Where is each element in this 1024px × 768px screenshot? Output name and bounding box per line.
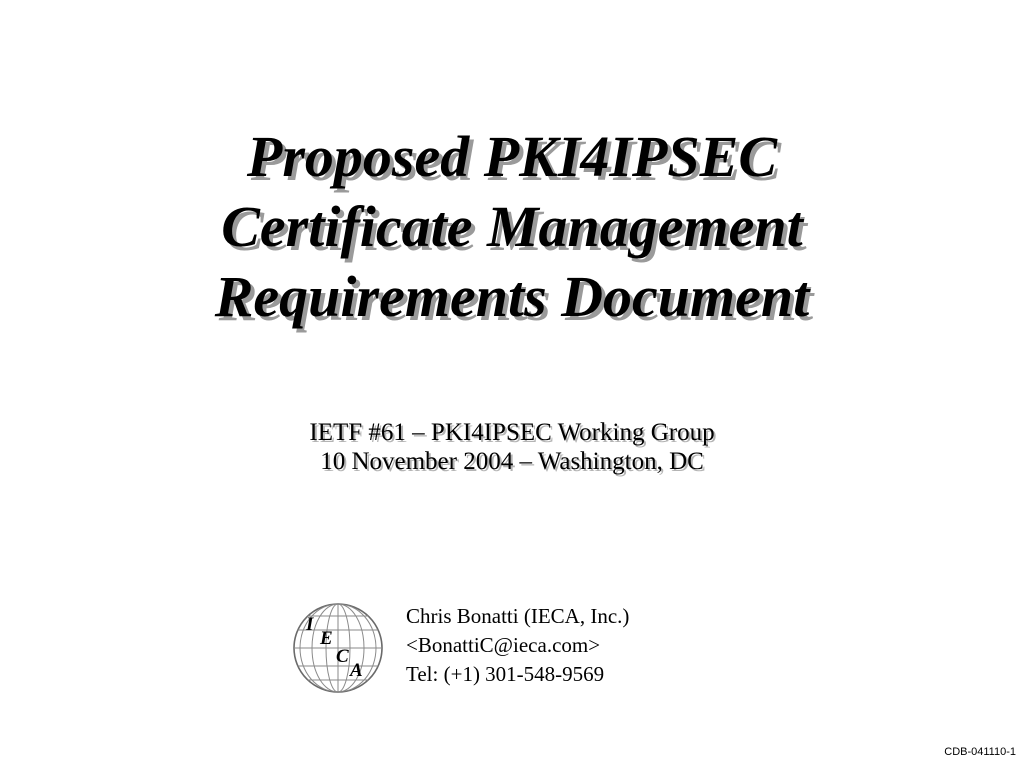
logo-letter: I (306, 614, 314, 635)
author-email: <BonattiC@ieca.com> (406, 633, 601, 657)
subtitle-line-event: IETF #61 – PKI4IPSEC Working Group (309, 419, 715, 446)
document-id: CDB-041110-1 (944, 746, 1016, 758)
author-phone: Tel: (+1) 301-548-9569 (406, 662, 605, 686)
title-line: Proposed PKI4IPSEC (246, 124, 778, 189)
contact-block (406, 602, 629, 689)
logo-letter: E (320, 628, 333, 649)
slide-subtitle (0, 418, 1024, 476)
logo-letter: A (350, 660, 363, 681)
slide-title (0, 122, 1024, 332)
title-line: Certificate Management (221, 194, 803, 259)
subtitle-line-date: 10 November 2004 – Washington, DC (320, 448, 704, 475)
logo-letter: C (336, 646, 349, 667)
title-line: Requirements Document (214, 264, 810, 329)
author-name: Chris Bonatti (IECA, Inc.) (406, 604, 630, 628)
ieca-globe-logo-icon (290, 600, 386, 696)
